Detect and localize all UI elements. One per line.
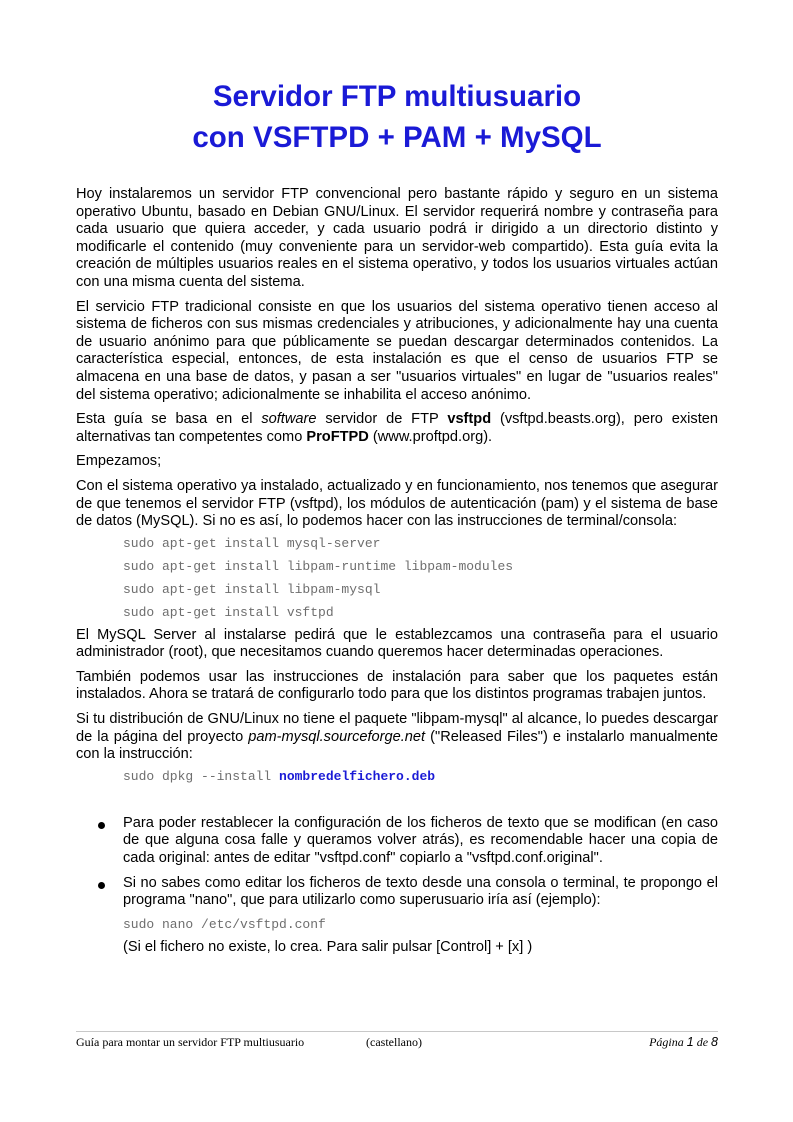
- bullet-icon: [98, 822, 105, 829]
- footer-page-number: [649, 1035, 718, 1049]
- emphasis-software: software: [261, 411, 317, 428]
- paragraph-mysql-password: El MySQL Server al instalarse pedirá que le establezcamos una contraseña para el usuario administrador (root), que necesitamos cuando queremos hacer determinadas operaciones.: [76, 626, 718, 661]
- footer-of-label: de: [693, 1035, 712, 1049]
- title-line-1: Servidor FTP multiusuario: [212, 80, 582, 113]
- tips-list: [76, 815, 718, 957]
- strong-proftpd: ProFTPD: [306, 428, 369, 445]
- list-item-backup: [76, 815, 718, 868]
- paragraph-based-on: [76, 411, 718, 446]
- document-body: [76, 186, 718, 963]
- bullet-backup-text: Para poder restablecer la configuración de los ficheros de texto que se modifican (en caso de que alguna cosa falle y queramos volver atrás), es recomendable hacer una copia de cada original: antes de editar "vsftpd.conf" copiarlo a "vsftpd.conf.original".: [123, 814, 718, 867]
- command-dpkg-prefix: sudo dpkg --install: [123, 768, 280, 784]
- paragraph-traditional: El servicio FTP tradicional consiste en que los usuarios del sistema operativo tienen acceso al sistema de ficheros con sus mismas credenciales y atribuciones, y adicionalmente hay una cuenta de usuario anónimo para que públicamente se puedan descargar determinados contenidos. La característica especial, entonces, de esta instalación es que el censo de usuarios FTP se almacena en una base de datos, y pasan a ser "usuarios virtuales" en lugar de "usuarios reales" del sistema operativo; adicionalmente se inhabilita el acceso anónimo.: [76, 298, 718, 403]
- bullet-nano-note: (Si el fichero no existe, lo crea. Para salir pulsar [Control] + [x] ): [123, 938, 533, 955]
- command-install-pam: sudo apt-get install libpam-runtime libpam-modules: [123, 558, 514, 574]
- text-run: (www.proftpd.org).: [368, 428, 493, 445]
- command-install-vsftpd: sudo apt-get install vsftpd: [123, 604, 334, 620]
- footer-page-label: Página: [649, 1035, 687, 1049]
- title-line-2: con VSFTPD + PAM + MySQL: [192, 121, 602, 154]
- page-title: [76, 76, 718, 158]
- paragraph-intro: Hoy instalaremos un servidor FTP convencional pero bastante rápido y seguro en un sistema operativo Ubuntu, basado en Debian GNU/Linux. El servidor requerirá nombre y contraseña para cada usuario que quiera acceder, y cada usuario podrá ir dirigido a un directorio distinto y modificarle el contenido (muy conveniente para un servidor-web compartido). Esta guía evita la creación de múltiples usuarios reales en el sistema operativo, y todos los usuarios virtuales actúan con una misma cuenta del sistema.: [76, 186, 718, 290]
- paragraph-prerequisites: Con el sistema operativo ya instalado, actualizado y en funcionamiento, nos tenemos que asegurar de que tenemos el servidor FTP (vsftpd), los módulos de autenticación (pam) y el sistema de base de datos (MySQL). Si no es así, lo podemos hacer con las instrucciones de terminal/consola:: [76, 477, 718, 530]
- paragraph-start: Empezamos;: [76, 453, 162, 470]
- footer-total-pages: 8: [711, 1035, 718, 1049]
- list-item-nano: [76, 875, 718, 957]
- text-run: ("Released Files") e instalarlo manualmente con la instrucción:: [76, 728, 718, 763]
- paragraph-distro: [76, 711, 718, 764]
- command-dpkg-filename: nombredelfichero.deb: [279, 768, 436, 784]
- command-install-libpam-mysql: sudo apt-get install libpam-mysql: [123, 581, 381, 597]
- text-run: Si tu distribución de GNU/Linux no tiene el paquete "libpam-mysql" al alcance, lo puedes descargar de la página del proyecto: [76, 711, 718, 745]
- text-run: servidor de FTP: [316, 411, 448, 428]
- bullet-icon: [98, 882, 105, 889]
- text-run: Esta guía se basa en el: [76, 411, 262, 428]
- command-dpkg-install: [123, 768, 718, 785]
- command-install-mysql: sudo apt-get install mysql-server: [123, 535, 381, 551]
- command-nano: sudo nano /etc/vsftpd.conf: [123, 916, 326, 932]
- emphasis-project-site: pam-mysql.sourceforge.net: [248, 728, 426, 745]
- footer-current-page: 1: [686, 1035, 694, 1049]
- footer-language: (castellano): [366, 1035, 422, 1049]
- text-run: (vsftpd.beasts.org), pero existen alternativas tan competentes como: [76, 411, 719, 445]
- footer-document-title: Guía para montar un servidor FTP multiusuario: [76, 1035, 305, 1049]
- bullet-nano-text: Si no sabes como editar los ficheros de texto desde una consola o terminal, te propongo el programa "nano", que para utilizarlo como superusuario iría así (ejemplo):: [123, 874, 718, 909]
- page-footer: [76, 1031, 718, 1049]
- strong-vsftpd: vsftpd: [447, 411, 492, 428]
- paragraph-also: También podemos usar las instrucciones de instalación para saber que los paquetes están instalados. Ahora se tratará de configurarlo todo para que los distintos programas trabajen juntos.: [76, 668, 718, 703]
